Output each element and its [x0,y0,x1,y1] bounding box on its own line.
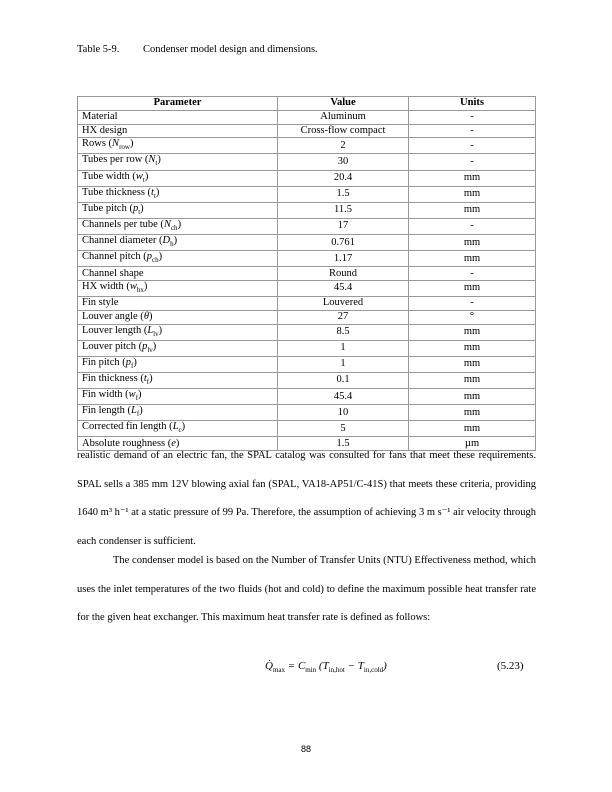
table-row [78,110,536,124]
units-cell: mm [409,170,536,186]
units-cell: - [409,138,536,154]
table-row [78,405,536,421]
value-cell: 17 [278,218,409,234]
parameter-cell: Fin width $(w_f)$ [78,389,278,405]
table-row [78,372,536,388]
units-cell: mm [409,251,536,267]
units-cell: - [409,297,536,311]
table-row [78,234,536,250]
parameter-cell: HX design [78,124,278,138]
parameter-cell: Tubes per row $(N_t)$ [78,154,278,170]
units-cell: mm [409,356,536,372]
header-parameter: Parameter [78,97,278,111]
table-row [78,154,536,170]
table-row [78,340,536,356]
units-cell: mm [409,234,536,250]
units-cell: - [409,218,536,234]
value-cell: 45.4 [278,280,409,296]
value-cell: 30 [278,154,409,170]
table-row [78,280,536,296]
value-cell: 2 [278,138,409,154]
value-cell: 1.17 [278,251,409,267]
paragraph-1: realistic demand of an electric fan, the SPAL catalog was consulted for fans that meet these requirements. SPAL sells a 385 mm 12V blowing axial fan (SPAL, VA18-AP51/C-41S) that meets these criteria, providing 1640 m³ h⁻¹ at a static pressure of 99 Pa. Therefore, the assumption of achieving 3 m s⁻¹ air velocity through each condenser is sufficient. [77,450,536,547]
units-cell: mm [409,372,536,388]
table-row [78,297,536,311]
header-units: Units [409,97,536,111]
units-cell: mm [409,186,536,202]
parameter-cell: Corrected fin length $(L_c)$ [78,421,278,437]
parameter-cell: Channel shape [78,267,278,281]
parameter-cell: Louver length $(L_{lv})$ [78,324,278,340]
value-cell: 8.5 [278,324,409,340]
parameter-cell: Rows $(N_{row})$ [78,138,278,154]
page-number: 88 [300,744,311,754]
parameter-cell: Tube pitch $(p_t)$ [78,202,278,218]
value-cell: Louvered [278,297,409,311]
parameter-cell: Tube width $(w_t)$ [78,170,278,186]
table-row [78,202,536,218]
parameter-cell: Absolute roughness (e) [78,437,278,451]
parameter-cell: Fin length $(L_f)$ [78,405,278,421]
condenser-table [77,96,536,451]
parameter-cell: Material [78,110,278,124]
value-cell: 11.5 [278,202,409,218]
paragraph-2: The condenser model is based on the Number of Transfer Units (NTU) Effectiveness method, which uses the inlet temperatures of the two fluids (hot and cold) to define the maximum possible heat transfer rate for the given heat exchanger. This maximum heat transfer rate is defined as follows: [77,555,536,623]
value-cell: 20.4 [278,170,409,186]
units-cell: mm [409,280,536,296]
value-cell: 1.5 [278,437,409,451]
parameter-cell: Channels per tube $(N_{ch})$ [78,218,278,234]
units-cell: mm [409,421,536,437]
value-cell: 1 [278,340,409,356]
value-cell: 27 [278,310,409,324]
table-row [78,218,536,234]
header-value: Value [278,97,409,111]
value-cell: 0.761 [278,234,409,250]
value-cell: 1 [278,356,409,372]
table-row [78,251,536,267]
parameter-cell: Louver pitch $(p_{lv})$ [78,340,278,356]
table-row [78,267,536,281]
table-row [78,356,536,372]
value-cell: 45.4 [278,389,409,405]
units-cell: mm [409,389,536,405]
value-cell: 5 [278,421,409,437]
parameter-cell: Channel diameter $(D_h)$ [78,234,278,250]
value-cell: 1.5 [278,186,409,202]
table-row [78,186,536,202]
table-row [78,138,536,154]
table-row [78,421,536,437]
units-cell: - [409,154,536,170]
table-row [78,324,536,340]
value-cell: 10 [278,405,409,421]
units-cell: mm [409,324,536,340]
parameter-cell: Channel pitch $(p_{ch})$ [78,251,278,267]
parameter-cell: Louver angle (θ) [78,310,278,324]
parameter-cell: Fin pitch $(p_f)$ [78,356,278,372]
units-cell: mm [409,405,536,421]
value-cell: 0.1 [278,372,409,388]
parameter-cell: HX width $(w_{hx})$ [78,280,278,296]
units-cell: mm [409,340,536,356]
table-row [78,310,536,324]
equation-number: (5.23) [497,660,524,672]
units-cell: mm [409,202,536,218]
units-cell: - [409,267,536,281]
value-cell: Round [278,267,409,281]
parameter-cell: Fin style [78,297,278,311]
equation-formula: $Q̇_{max} = C_{min}$ $(T_{in,hot} - T_{in,cold})$ [265,660,387,675]
parameter-cell: Tube thickness $(t_t)$ [78,186,278,202]
table-row [78,170,536,186]
units-cell: - [409,124,536,138]
table-row [78,124,536,138]
table-row [78,389,536,405]
value-cell: Cross-flow compact [278,124,409,138]
table-caption: Table 5-9. Condenser model design and dimensions. [77,44,318,55]
value-cell: Aluminum [278,110,409,124]
units-cell: ° [409,310,536,324]
units-cell: - [409,110,536,124]
parameter-cell: Fin thickness $(t_f)$ [78,372,278,388]
units-cell: µm [409,437,536,451]
